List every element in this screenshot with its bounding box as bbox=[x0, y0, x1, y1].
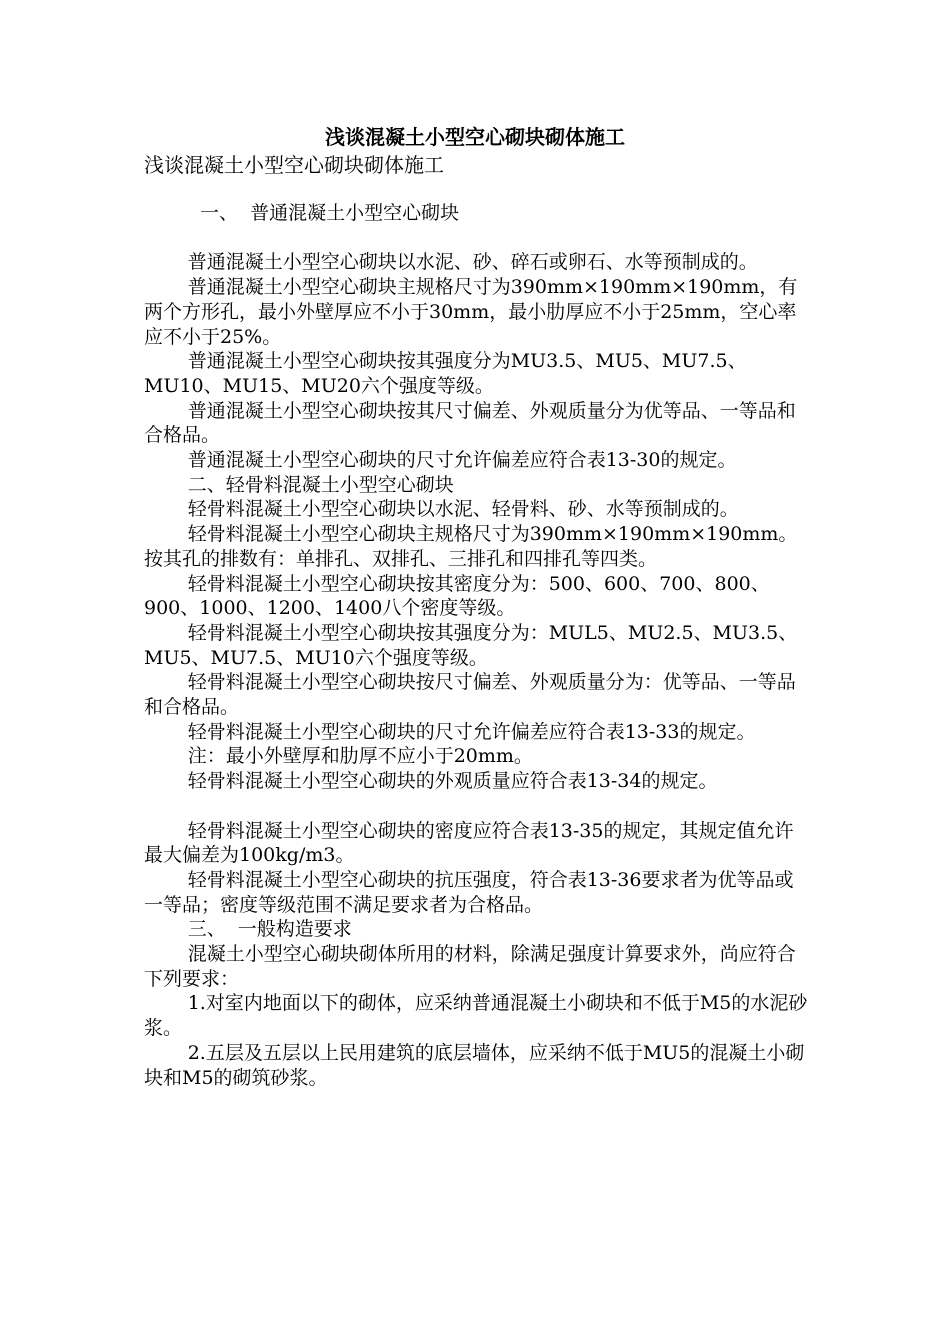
paragraph: 轻骨料混凝土小型空心砌块的密度应符合表13-35的规定，其规定值允许最大偏差为100kg/m3。 bbox=[144, 819, 794, 867]
paragraph: 轻骨料混凝土小型空心砌块按尺寸偏差、外观质量分为：优等品、一等品和合格品。 bbox=[144, 671, 796, 719]
paragraph: 普通混凝土小型空心砌块按其尺寸偏差、外观质量分为优等品、一等品和合格品。 bbox=[144, 399, 796, 447]
blank-line bbox=[144, 794, 809, 819]
paragraph: 轻骨料混凝土小型空心砌块的尺寸允许偏差应符合表13-33的规定。 bbox=[187, 720, 756, 743]
paragraph: 轻骨料混凝土小型空心砌块以水泥、轻骨料、砂、水等预制成的。 bbox=[187, 498, 739, 521]
paragraph: 混凝土小型空心砌块砌体所用的材料，除满足强度计算要求外，尚应符合下列要求： bbox=[144, 943, 796, 990]
section-heading-3: 三、 一般构造要求 bbox=[187, 918, 352, 941]
paragraph: 普通混凝土小型空心砌块按其强度分为MU3.5、MU5、MU7.5、MU10、MU15、MU20六个强度等级。 bbox=[144, 350, 747, 397]
note-paragraph: 注：最小外壁厚和肋厚不应小于20mm。 bbox=[187, 745, 533, 768]
section-heading-2: 二、轻骨料混凝土小型空心砌块 bbox=[187, 473, 454, 496]
section-heading-1: 一、 普通混凝土小型空心砌块 bbox=[200, 202, 460, 224]
paragraph: 轻骨料混凝土小型空心砌块的外观质量应符合表13-34的规定。 bbox=[187, 770, 718, 793]
document-subtitle: 浅谈混凝土小型空心砌块砌体施工 bbox=[144, 153, 444, 177]
paragraph: 普通混凝土小型空心砌块以水泥、砂、碎石或卵石、水等预制成的。 bbox=[187, 251, 758, 274]
list-item: 1.对室内地面以下的砌体，应采纳普通混凝土小砌块和不低于M5的水泥砂浆。 bbox=[144, 992, 808, 1040]
paragraph: 轻骨料混凝土小型空心砌块主规格尺寸为390mm×190mm×190mm。按其孔的排数有：单排孔、双排孔、三排孔和四排孔等四类。 bbox=[144, 523, 798, 570]
paragraph: 普通混凝土小型空心砌块主规格尺寸为390mm×190mm×190mm，有两个方形孔，最小外壁厚应不小于30mm，最小肋厚应不小于25mm，空心率应不小于25%。 bbox=[144, 276, 798, 348]
paragraph: 轻骨料混凝土小型空心砌块的抗压强度，符合表13-36要求者为优等品或一等品；密度等级范围不满足要求者为合格品。 bbox=[144, 868, 794, 916]
paragraph: 轻骨料混凝土小型空心砌块按其强度分为：MUL5、MU2.5、MU3.5、MU5、MU7.5、MU10六个强度等级。 bbox=[144, 621, 798, 669]
paragraph: 轻骨料混凝土小型空心砌块按其密度分为：500、600、700、800、900、1000、1200、1400八个密度等级。 bbox=[144, 572, 770, 620]
paragraph: 普通混凝土小型空心砌块的尺寸允许偏差应符合表13-30的规定。 bbox=[187, 449, 737, 472]
blank-line bbox=[144, 226, 809, 251]
document-title: 浅谈混凝土小型空心砌块砌体施工 bbox=[325, 125, 625, 149]
list-item: 2.五层及五层以上民用建筑的底层墙体，应采纳不低于MU5的混凝土小砌块和M5的砌筑砂浆。 bbox=[144, 1041, 805, 1089]
document-body bbox=[144, 201, 809, 1090]
